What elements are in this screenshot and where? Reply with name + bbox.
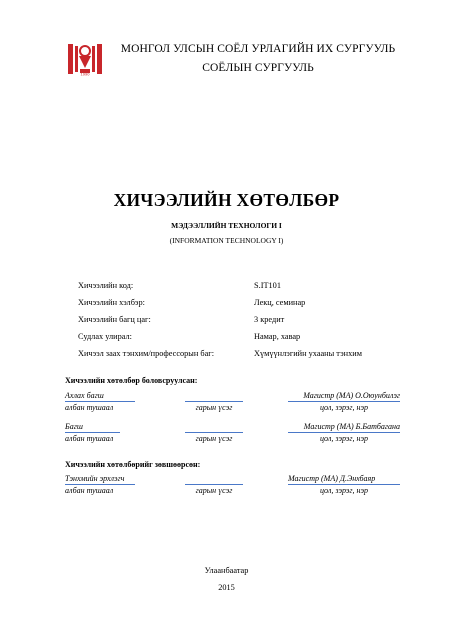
info-row-semester	[78, 331, 408, 348]
position-caption: албан тушаал	[65, 486, 114, 495]
signature-line	[185, 391, 243, 402]
signature-caption: гарын үсэг	[195, 486, 233, 495]
footer-city: Улаанбаатар	[204, 566, 249, 575]
subject-name-english: (INFORMATION TECHNOLOGY I)	[169, 236, 284, 245]
prepared-section-title: Хичээлийн хөтөлбөр боловсруулсан:	[65, 376, 198, 385]
course-info-table	[78, 280, 408, 365]
person-caption: цол, зэрэг, нэр	[319, 434, 369, 443]
position-field: Ахлах багш	[65, 391, 135, 402]
university-logo	[68, 42, 102, 76]
university-name-line1: МОНГОЛ УЛСЫН СОЁЛ УРЛАГИЙН ИХ СУРГУУЛЬ	[120, 43, 396, 55]
signature-line	[185, 474, 243, 485]
footer-year: 2015	[218, 583, 235, 592]
info-label: Судлах улирал:	[78, 332, 132, 341]
info-value: Намар, хавар	[254, 332, 301, 341]
position-caption: албан тушаал	[65, 434, 114, 443]
info-value: S.IT101	[254, 281, 281, 290]
info-row-credits	[78, 314, 408, 331]
university-header	[118, 40, 398, 78]
info-label: Хичээлийн код:	[78, 281, 134, 290]
document-title: ХИЧЭЭЛИЙН ХӨТӨЛБӨР	[113, 190, 340, 210]
subject-name: МЭДЭЭЛЛИЙН ТЕХНОЛОГИ I	[171, 221, 282, 230]
university-name-line2: СОЁЛЫН СУРГУУЛЬ	[202, 62, 314, 74]
approved-section-title: Хичээлийн хөтөлбөрийг зөвшөөрсөн:	[65, 460, 201, 469]
position-caption: албан тушаал	[65, 403, 114, 412]
signature-line	[185, 422, 243, 433]
person-field: Магистр (МА) Б.Батбагана	[288, 422, 400, 433]
person-field: Магистр (МА) Д.Энхбаяр	[288, 474, 400, 485]
position-field: Тэнхмийн эрхлэгч	[65, 474, 135, 485]
info-value: Хүмүүнлэгийн ухааны тэнхим	[254, 349, 362, 358]
signature-caption: гарын үсэг	[195, 434, 233, 443]
signature-caption: гарын үсэг	[195, 403, 233, 412]
person-caption: цол, зэрэг, нэр	[319, 486, 369, 495]
person-field: Магистр (МА) О.Оюунбилэг	[288, 391, 400, 402]
info-label: Хичээл заах тэнхим/профессорын баг:	[78, 349, 214, 358]
logo-year-text: 1990	[80, 71, 90, 76]
info-label: Хичээлийн багц цаг:	[78, 315, 151, 324]
info-row-department	[78, 348, 408, 365]
info-value: 3 кредит	[254, 315, 285, 324]
info-row-type	[78, 297, 408, 314]
info-row-code	[78, 280, 408, 297]
person-caption: цол, зэрэг, нэр	[319, 403, 369, 412]
info-value: Лекц, семинар	[254, 298, 306, 307]
info-label: Хичээлийн хэлбэр:	[78, 298, 145, 307]
position-field: Багш	[65, 422, 120, 433]
